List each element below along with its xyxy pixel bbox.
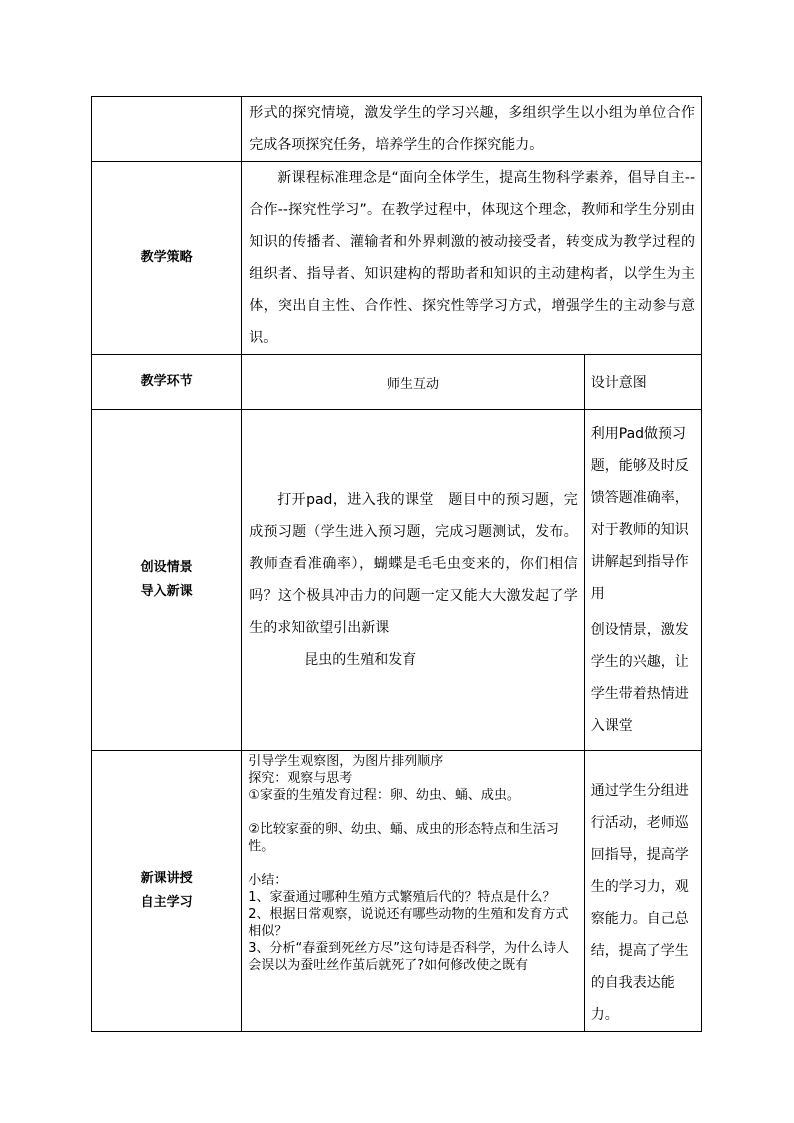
table-row [92, 751, 702, 1032]
section1-subtitle: 昆虫的生殖和发育 [304, 652, 417, 668]
section2-label [92, 751, 242, 1032]
table-row [92, 162, 702, 355]
section2-line-1: 引导学生观察图，为图片排列顺序 [248, 754, 444, 769]
strategy-content-cell [242, 162, 702, 355]
section1-label [92, 410, 242, 751]
section2-line-8: 3、分析“春蚕到死丝方尽”这句诗是否科学，为什么诗人会误以为蚕吐丝作茧后就死了?如何修改使之既有 [248, 941, 569, 973]
strategy-label: 教学策略 [92, 162, 242, 355]
section1-intent-1: 利用Pad做预习题，能够及时反馈答题准确率，对于教师的知识讲解起到指导作用 [590, 426, 689, 602]
section2-interaction-cell [242, 751, 585, 1032]
top-continuation-text: 形式的探究情境，激发学生的学习兴趣，多组织学生以小组为单位合作完成各项探究任务，培养学生的合作探究能力。 [249, 105, 695, 153]
table-row [92, 355, 702, 410]
strategy-text: 新课程标准理念是“面向全体学生，提高生物科学素养，倡导自主--合作--探究性学习”。在教学过程中，体现这个理念，教师和学生分别由知识的传播者、灌输者和外界刺激的被动接受者，转变成为教学过程的组织者、指导者、知识建构的帮助者和知识的主动建构者，以学生为主体，突出自主性、合作性、探究性等学习方式，增强学生的主动参与意识。 [249, 170, 695, 346]
section1-intent-cell [584, 410, 701, 751]
section1-intent-2: 创设情景，激发学生的兴趣，让学生带着热情进入课堂 [590, 622, 689, 734]
section2-line-6: 1、家蚕通过哪种生殖方式繁殖后代的？特点是什么？ [248, 890, 556, 905]
section2-line-4: ②比较家蚕的卵、幼虫、蛹、成虫的形态特点和生活习性。 [248, 822, 559, 854]
section2-line-2: 探究：观察与思考 [248, 771, 353, 786]
section2-line-3: ①家蚕的生殖发育过程：卵、幼虫、蛹、成虫。 [248, 788, 520, 803]
section2-intent: 通过学生分组进行活动，老师巡回指导，提高学生的学习力，观察能力。自己总结，提高了学生的自我表达能力。 [590, 783, 689, 1023]
section2-line-7: 2、根据日常观察，说说还有哪些动物的生殖和发育方式相似？ [248, 907, 569, 939]
section2-line-5: 小结： [248, 873, 288, 888]
section1-label-line2: 导入新课 [140, 584, 193, 599]
section1-text: 打开pad，进入我的课堂 题目中的预习题，完成预习题（学生进入预习题，完成习题测试，发布。教师查看准确率），蝴蝶是毛毛虫变来的，你们相信吗？这个极具冲击力的问题一定又能大大激发起了学生的求知欲望引出新课 [249, 492, 578, 636]
top-continuation-cell [242, 97, 702, 162]
header-intent: 设计意图 [584, 355, 701, 410]
section2-label-line2: 自主学习 [140, 895, 193, 910]
header-interaction: 师生互动 [242, 355, 585, 410]
section2-intent-cell [584, 751, 701, 1032]
section2-label-line1: 新课讲授 [140, 871, 193, 886]
header-stage: 教学环节 [92, 355, 242, 410]
lesson-plan-table [91, 96, 702, 1032]
table-row [92, 97, 702, 162]
section1-interaction-cell [242, 410, 585, 751]
section1-label-line1: 创设情景 [140, 560, 193, 575]
table-row [92, 410, 702, 751]
empty-label-cell [92, 97, 242, 162]
